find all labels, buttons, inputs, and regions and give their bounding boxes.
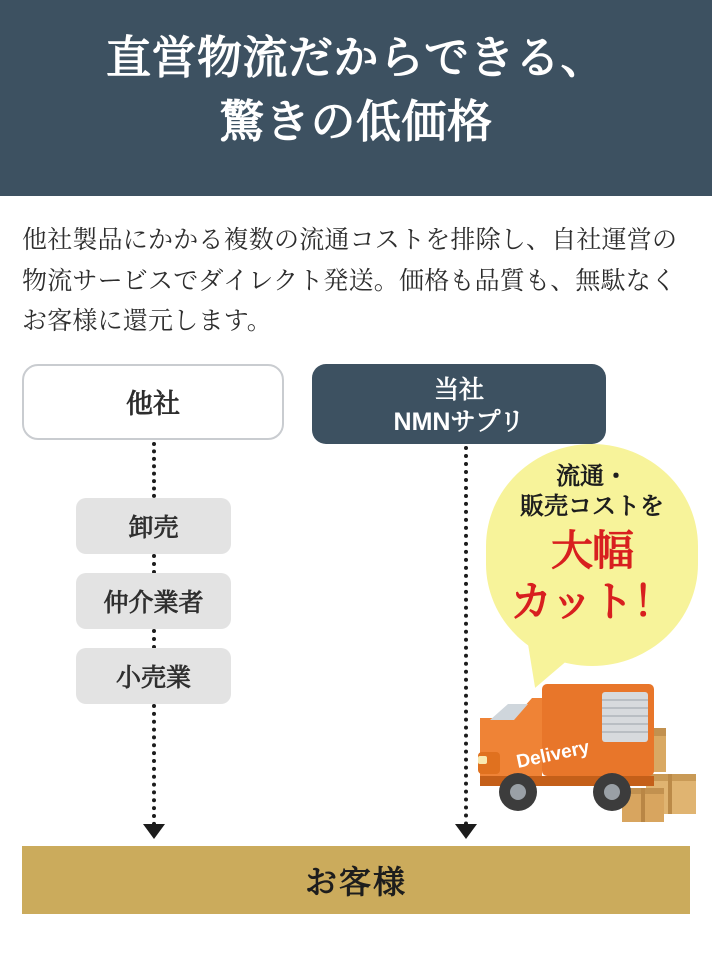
- competitor-connector-3: [152, 629, 156, 649]
- distribution-diagram: [0, 356, 712, 946]
- header-title-line-1: 直営物流だからできる、: [105, 32, 607, 83]
- competitor-arrowhead: [143, 824, 165, 839]
- lead-paragraph: 他社製品にかかる複数の流通コストを排除し、自社運営の物流サービスでダイレクト発送。価格も品質も、無駄なくお客様に還元します。: [22, 226, 678, 335]
- delivery-truck-illustration: [470, 656, 705, 836]
- ours-connector: [464, 446, 468, 826]
- bubble-text-line-2: 販売コストを: [520, 493, 664, 521]
- competitor-connector-4: [152, 704, 156, 826]
- competitor-title: 他社: [126, 389, 180, 419]
- competitor-connector-1: [152, 442, 156, 498]
- our-product-title-line-1: 当社: [433, 375, 484, 404]
- competitor-connector-2: [152, 554, 156, 574]
- competitor-box: [22, 364, 284, 440]
- competitor-step-retail: [76, 648, 231, 704]
- competitor-step-wholesale: [76, 498, 231, 554]
- customer-bar: [22, 846, 690, 914]
- header-band: [0, 0, 712, 196]
- competitor-step-label: 卸売: [128, 513, 179, 542]
- our-product-box: [312, 364, 606, 444]
- cost-cut-bubble: [486, 444, 698, 666]
- header-title-line-2: 驚きの低価格: [219, 95, 493, 147]
- our-product-title-line-2: NMNサプリ: [393, 407, 525, 436]
- competitor-step-label: 小売業: [115, 663, 191, 692]
- competitor-step-broker: [76, 573, 231, 629]
- customer-label: お客様: [304, 863, 407, 900]
- competitor-step-label: 仲介業者: [103, 588, 204, 617]
- truck-label: Delivery: [514, 736, 592, 773]
- bubble-highlight-line-2: カット！: [510, 577, 674, 625]
- bubble-highlight-line-1: 大幅: [550, 526, 633, 574]
- bubble-text-line-1: 流通・: [556, 462, 628, 490]
